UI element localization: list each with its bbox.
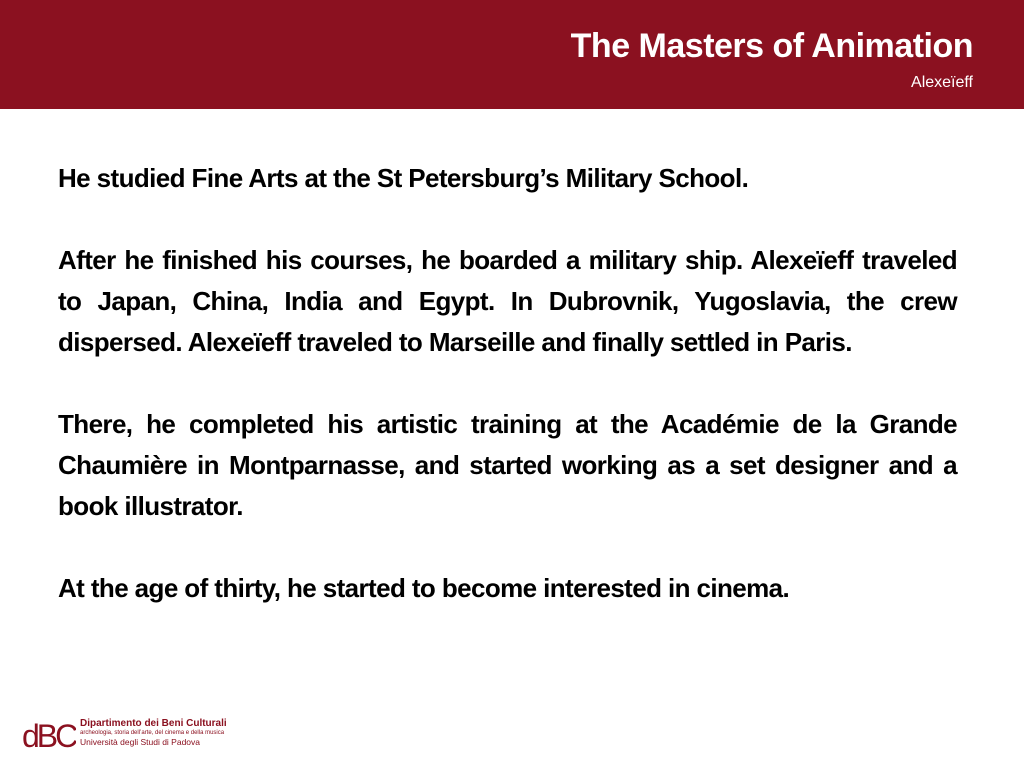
logo-department-name: Dipartimento dei Beni Culturali xyxy=(80,718,227,729)
slide-subtitle: Alexeïeff xyxy=(911,74,973,91)
logo-mark-text: dBC xyxy=(22,720,76,750)
logo-text-block xyxy=(80,718,270,747)
paragraph-2: After he finished his courses, he boarded a military ship. Alexeïeff traveled to Japan, China, India and Egypt. In Dubrovnik, Yugoslavia, the crew dispersed. Alexeïeff traveled to Marseille and finally settled in Paris. xyxy=(58,245,957,357)
paragraph-4: At the age of thirty, he started to become interested in cinema. xyxy=(58,573,790,603)
paragraph-1: He studied Fine Arts at the St Petersburg’s Military School. xyxy=(58,163,749,193)
dbc-logo-icon xyxy=(22,720,76,750)
paragraph-3: There, he completed his artistic training at the Académie de la Grande Chaumière in Montparnasse, and started working as a set designer and a book illustrator. xyxy=(58,409,957,521)
header-band xyxy=(0,0,1024,109)
slide-body xyxy=(58,158,957,609)
department-logo xyxy=(22,718,262,752)
logo-department-description: archeologia, storia dell’arte, del cinema e della musica xyxy=(80,730,225,736)
slide-title: The Masters of Animation xyxy=(570,27,973,65)
logo-university-name: Università degli Studi di Padova xyxy=(80,737,201,747)
